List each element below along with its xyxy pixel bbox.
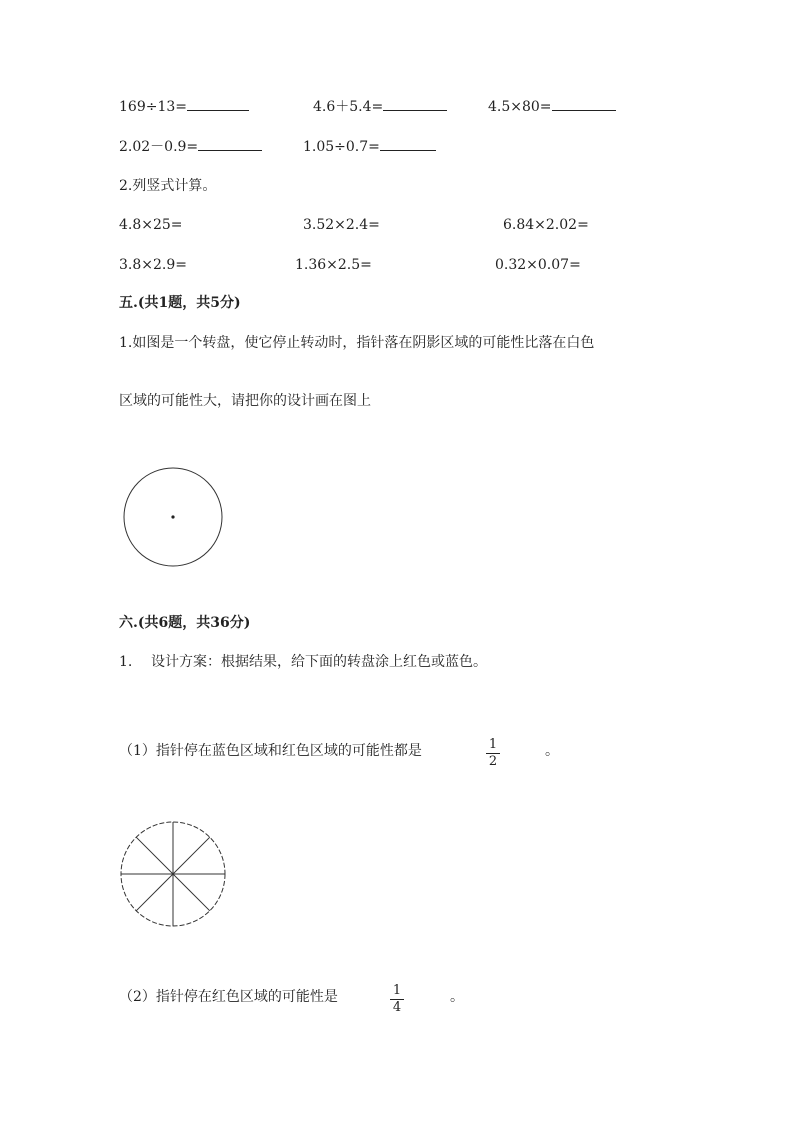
fraction-denominator: 4 xyxy=(392,1000,402,1015)
answer-blank[interactable] xyxy=(383,98,447,111)
fraction-numerator: 1 xyxy=(488,737,498,752)
calc-item xyxy=(303,138,436,156)
answer-blank[interactable] xyxy=(552,98,616,111)
calc-item xyxy=(488,98,616,116)
calc-expression: 169÷13= xyxy=(119,99,187,115)
vertical-calc-item: 4.8×25= xyxy=(119,217,183,233)
answer-blank[interactable] xyxy=(187,98,249,111)
spinner-circle-blank[interactable] xyxy=(118,466,228,570)
sentence-end: 。 xyxy=(450,989,464,1005)
calc-expression: 4.5×80= xyxy=(488,99,552,115)
vertical-calc-item: 0.32×0.07= xyxy=(495,257,581,273)
question-title: 2.列竖式计算。 xyxy=(119,178,217,194)
calc-expression: 2.02－0.9= xyxy=(119,139,199,155)
section-heading: 五.(共1题，共5分) xyxy=(119,295,241,311)
vertical-calc-item: 6.84×2.02= xyxy=(503,217,589,233)
calc-item xyxy=(119,138,262,156)
sentence-end: 。 xyxy=(545,743,559,759)
calc-item xyxy=(313,98,447,116)
vertical-calc-item: 1.36×2.5= xyxy=(295,257,372,273)
section-heading: 六.(共6题，共36分) xyxy=(119,615,251,631)
question-text: 区域的可能性大，请把你的设计画在图上 xyxy=(119,393,371,409)
calc-item xyxy=(119,98,249,116)
calc-expression: 1.05÷0.7= xyxy=(303,139,380,155)
sub-question-text: （1）指针停在蓝色区域和红色区域的可能性都是 xyxy=(119,743,422,759)
fraction xyxy=(390,984,404,1015)
vertical-calc-item: 3.52×2.4= xyxy=(303,217,380,233)
calc-expression: 4.6＋5.4= xyxy=(313,99,384,115)
fraction xyxy=(486,738,500,769)
question-text: 设计方案：根据结果，给下面的转盘涂上红色或蓝色。 xyxy=(151,654,487,670)
answer-blank[interactable] xyxy=(198,138,262,151)
vertical-calc-item: 3.8×2.9= xyxy=(119,257,187,273)
spinner-8-sections[interactable] xyxy=(116,818,230,930)
question-text: 1.如图是一个转盘，使它停止转动时，指针落在阴影区域的可能性比落在白色 xyxy=(119,335,595,351)
sub-question-text: （2）指针停在红色区域的可能性是 xyxy=(119,989,338,1005)
question-number: 1. xyxy=(119,654,133,670)
answer-blank[interactable] xyxy=(380,138,436,151)
fraction-numerator: 1 xyxy=(392,983,402,998)
fraction-denominator: 2 xyxy=(488,754,498,769)
